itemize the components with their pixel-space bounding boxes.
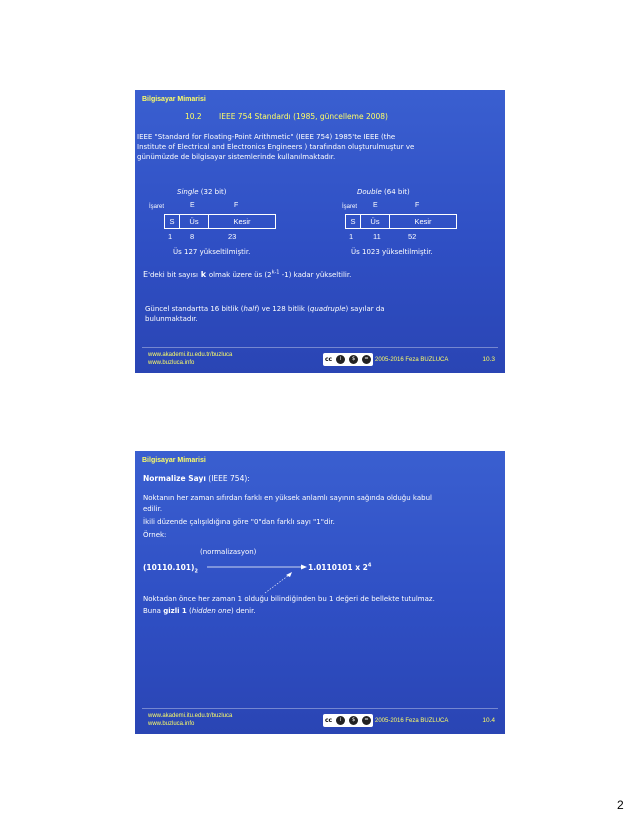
binary-number-normalized: 1.0110101 x $2^4$: [308, 562, 372, 572]
intro-line-2: Institute of Electrical and Electronics Engineers ) tarafından oluşturulmuştur ve: [137, 143, 415, 151]
footer-copyright: 2005-2016 Feza BUZLUCA: [375, 357, 449, 363]
exponent-cell: Üs: [180, 215, 209, 228]
single-format-title: [177, 188, 227, 196]
normalization-label: (normalizasyon): [200, 548, 257, 556]
double-size-exponent: 11: [373, 232, 381, 241]
double-format-title: [357, 188, 410, 196]
footer-links: [148, 712, 232, 728]
footer-links: [148, 351, 232, 367]
footer-link-buzluca[interactable]: www.buzluca.info: [148, 721, 195, 727]
single-f-label: F: [234, 202, 239, 209]
single-size-sign: 1: [168, 232, 173, 241]
binary-number-original: $(10110.101)_2$: [143, 563, 198, 575]
fraction-cell: Kesir: [233, 217, 251, 226]
attribution-icon: i: [336, 355, 345, 364]
fraction-cell: Kesir: [414, 217, 432, 226]
footer-divider: [142, 347, 498, 348]
slide-number: 10.4: [482, 717, 495, 724]
slide-title: Normalize Sayı (IEEE 754):: [143, 474, 250, 483]
slide-10-3: [135, 90, 505, 373]
slide-header: Bilgisayar Mimarisi: [142, 96, 206, 103]
footer-link-buzluca[interactable]: www.buzluca.info: [148, 360, 195, 366]
footer-link-akademi[interactable]: www.akademi.itu.edu.tr/buzluca: [148, 713, 233, 719]
noderivatives-icon: =: [362, 355, 371, 364]
intro-line-3: günümüzde de bilgisayar sistemlerinde kullanılmaktadır.: [137, 153, 336, 161]
hidden-one-paragraph: Noktadan önce her zaman 1 olduğu bilindiğinden bu 1 değeri de bellekte tutulmaz. Buna gizli 1 (hidden one) denir.: [143, 595, 435, 615]
page-number: 2: [617, 798, 624, 812]
double-e-label: E: [373, 202, 378, 209]
sign-cell: S: [165, 215, 180, 228]
footer-link-akademi[interactable]: www.akademi.itu.edu.tr/buzluca: [148, 352, 233, 358]
cc-icon: cc: [324, 356, 333, 363]
cc-icon: cc: [324, 717, 333, 724]
single-e-label: E: [190, 202, 195, 209]
double-size-sign: 1: [349, 232, 354, 241]
single-size-exponent: 8: [190, 232, 195, 241]
double-size-fraction: 52: [408, 232, 417, 241]
hidden-one-pointer: [265, 575, 289, 593]
single-bias-note: Üs 127 yükseltilmiştir.: [173, 248, 251, 256]
double-bit-layout: [345, 214, 457, 229]
exponent-cell: Üs: [361, 215, 390, 228]
single-bit-layout: [164, 214, 276, 229]
bias-rule: E'deki bit sayısı k olmak üzere üs (2$^{k-1}$ -1) kadar yükseltilir.: [143, 269, 352, 279]
single-size-fraction: 23: [228, 232, 237, 241]
current-standard-note: Güncel standartta 16 bitlik (half) ve 128 bitlik (quadruple) sayılar da bulunmaktadır.: [145, 305, 385, 323]
sign-cell: S: [346, 215, 361, 228]
single-bits: (32 bit): [200, 188, 227, 196]
section-number: 10.2: [185, 112, 202, 121]
intro-line-1: IEEE "Standard for Floating-Point Arithmetic" (IEEE 754) 1985'te IEEE (the: [137, 133, 396, 141]
normalize-paragraph: Noktanın her zaman sıfırdan farklı en yüksek anlamlı sayının sağında olduğu kabul edilir. İkili düzende çalışıldığına göre "0"dan farklı sayı "1"dir. Örnek:: [143, 494, 432, 539]
slide-number: 10.3: [482, 356, 495, 363]
attribution-icon: i: [336, 716, 345, 725]
double-bias-note: Üs 1023 yükseltilmiştir.: [351, 248, 433, 256]
footer-copyright: 2005-2016 Feza BUZLUCA: [375, 718, 449, 724]
title-text: IEEE 754 Standardı (1985, güncelleme 2008): [219, 112, 388, 121]
noderivatives-icon: =: [362, 716, 371, 725]
slide-header: Bilgisayar Mimarisi: [142, 457, 206, 464]
arrow-head: [301, 565, 307, 570]
intro-paragraph: [137, 132, 503, 162]
creative-commons-badge: [323, 353, 373, 366]
single-name: Single: [177, 188, 199, 196]
creative-commons-badge: [323, 714, 373, 727]
double-name: Double: [357, 188, 382, 196]
footer-divider: [142, 708, 498, 709]
single-isaret-label: İşaret: [149, 204, 165, 210]
double-bits: (64 bit): [384, 188, 410, 196]
slide-10-4: [135, 451, 505, 734]
double-isaret-label: İşaret: [342, 204, 358, 210]
noncommercial-icon: $: [349, 716, 358, 725]
noncommercial-icon: $: [349, 355, 358, 364]
double-f-label: F: [415, 202, 420, 209]
